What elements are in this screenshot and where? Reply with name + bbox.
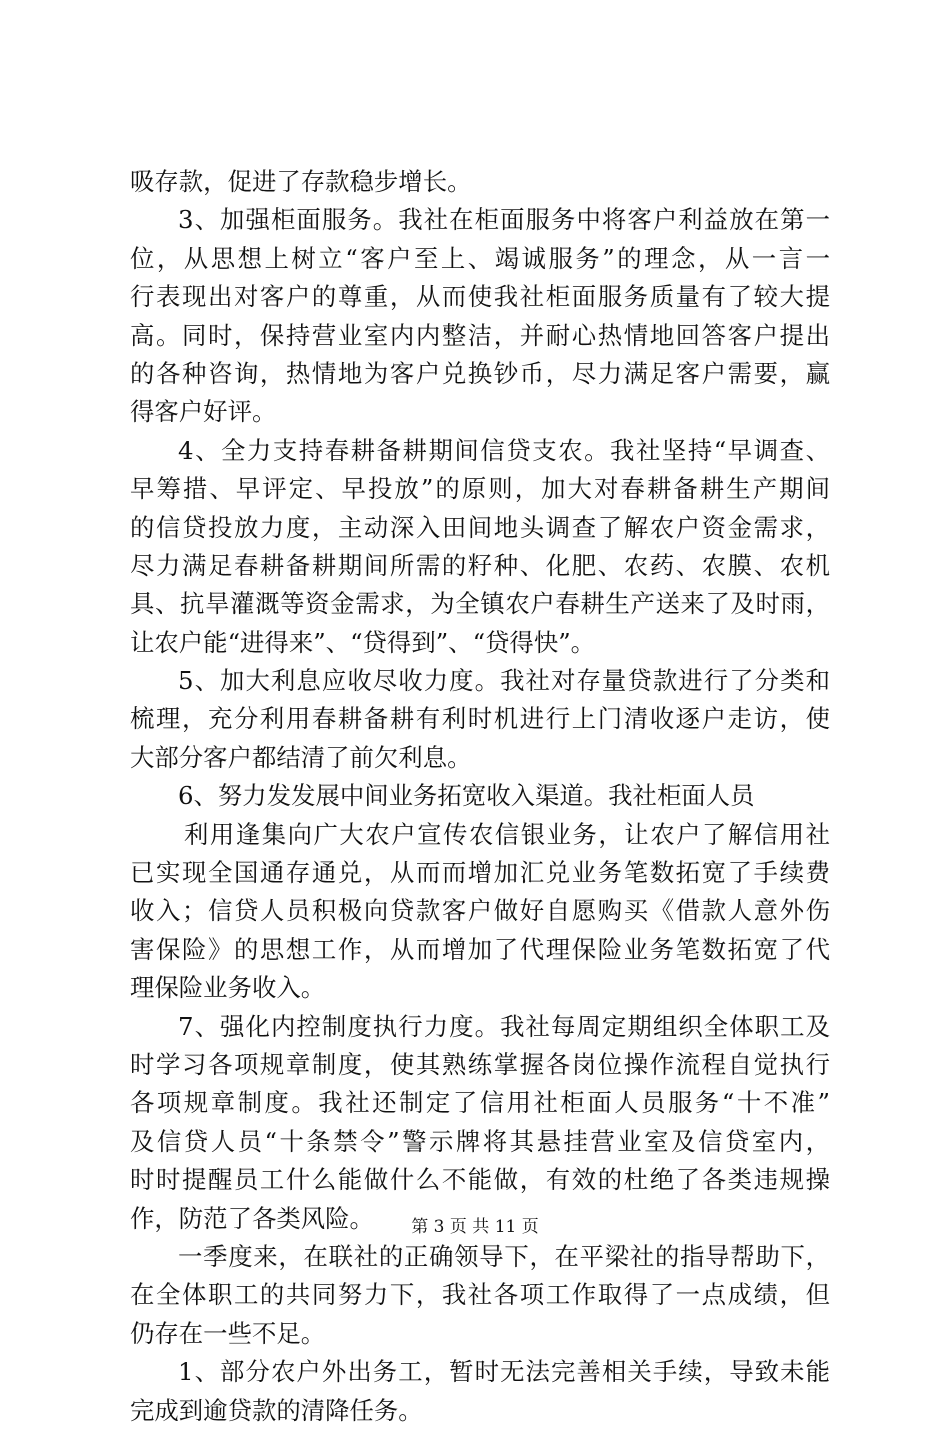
text-line: 梳理，充分利用春耕备耕有利时机进行上门清收逐户走访，使 — [130, 704, 830, 734]
text-line: 利用逢集向广大农户宣传农信银业务，让农户了解信用社 — [184, 819, 830, 849]
text-line: 吸存款，促进了存款稳步增长。 — [130, 167, 472, 196]
text-line: 具、抗旱灌溉等资金需求，为全镇农户春耕生产送来了及时雨， — [130, 589, 830, 619]
text-line: 作，防范了各类风险。 — [130, 1203, 374, 1233]
text-line: 大部分客户都结清了前欠利息。 — [130, 742, 472, 772]
text-line: 早筹措、早评定、早投放”的原则，加大对春耕备耕生产期间 — [130, 474, 830, 504]
text-line: 7、强化内控制度执行力度。我社每周定期组织全体职工及 — [178, 1011, 830, 1041]
text-line: 害保险》的思想工作，从而增加了代理保险业务笔数拓宽了代 — [130, 934, 830, 964]
text-line: 一季度来，在联社的正确领导下，在平梁社的指导帮助下， — [178, 1241, 830, 1271]
text-line: 3、加强柜面服务。我社在柜面服务中将客户利益放在第一 — [178, 205, 830, 235]
text-line: 仍存在一些不足。 — [130, 1318, 326, 1348]
text-line: 理保险业务收入。 — [130, 973, 326, 1003]
text-line: 及信贷人员“十条禁令”警示牌将其悬挂营业室及信贷室内， — [130, 1126, 830, 1156]
text-line: 5、加大利息应收尽收力度。我社对存量贷款进行了分类和 — [178, 666, 830, 696]
text-line: 完成到逾贷款的清降任务。 — [130, 1395, 423, 1425]
text-line: 行表现出对客户的尊重，从而使我社柜面服务质量有了较大提 — [130, 282, 830, 312]
document-body — [130, 163, 830, 1430]
text-line: 位，从思想上树立“客户至上、竭诚服务”的理念，从一言一 — [130, 243, 830, 273]
text-line: 时学习各项规章制度，使其熟练掌握各岗位操作流程自觉执行 — [130, 1049, 830, 1079]
text-line: 6、努力发发展中间业务拓宽收入渠道。我社柜面人员 — [178, 781, 755, 811]
text-line: 1、部分农户外出务工，暂时无法完善相关手续，导致未能 — [178, 1357, 830, 1387]
text-line: 收入；信贷人员积极向贷款客户做好自愿购买《借款人意外伤 — [130, 896, 830, 926]
text-line: 得客户好评。 — [130, 397, 277, 427]
text-line: 的各种咨询，热情地为客户兑换钞币，尽力满足客户需要，赢 — [130, 358, 830, 388]
text-line: 在全体职工的共同努力下，我社各项工作取得了一点成绩，但 — [130, 1280, 830, 1310]
text-line: 的信贷投放力度，主动深入田间地头调查了解农户资金需求， — [130, 512, 830, 542]
text-line: 已实现全国通存通兑，从而而增加汇兑业务笔数拓宽了手续费 — [130, 858, 830, 888]
text-line: 让农户能“进得来”、“贷得到”、“贷得快”。 — [130, 627, 596, 657]
text-line: 各项规章制度。我社还制定了信用社柜面人员服务“十不准” — [130, 1088, 830, 1118]
text-line: 尽力满足春耕备耕期间所需的籽种、化肥、农药、农膜、农机 — [130, 550, 830, 580]
text-line: 4、全力支持春耕备耕期间信贷支农。我社坚持“早调查、 — [178, 435, 830, 465]
text-line: 高。同时，保持营业室内内整洁，并耐心热情地回答客户提出 — [130, 320, 830, 350]
text-line: 时时提醒员工什么能做什么不能做，有效的杜绝了各类违规操 — [130, 1165, 830, 1195]
page-footer: 第 3 页 共 11 页 — [411, 1217, 539, 1237]
